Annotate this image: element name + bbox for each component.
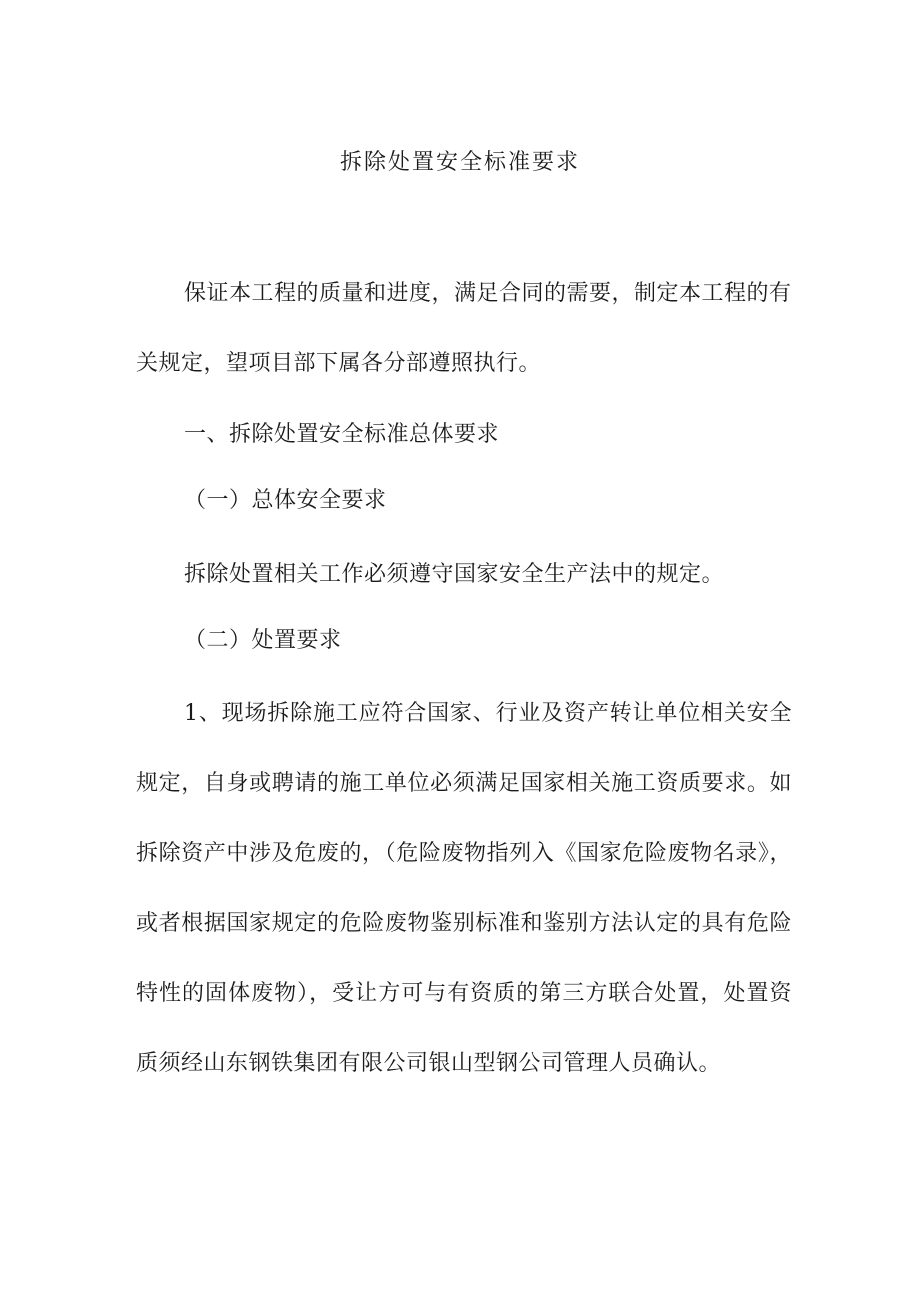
section-heading-1: 一、拆除处置安全标准总体要求 <box>184 422 500 447</box>
item-1-paragraph: 1、现场拆除施工应符合国家、行业及资产转让单位相关安全规定，自身或聘请的施工单位必须满足国家相关施工资质要求。如拆除资产中涉及危废的，（危险废物指列入《国家危险废物名录》，或者根据国家规定的危险废物鉴别标准和鉴别方法认定的具有危险特性的固体废物），受让方可与有资质的第三方联合处置，处置资质须经山东钢铁集团有限公司银山型钢公司管理人员确认。 <box>136 701 792 1076</box>
document-title: 拆除处置安全标准要求 <box>339 150 580 175</box>
subsection-heading-1: （一）总体安全要求 <box>184 488 387 513</box>
intro-paragraph: 保证本工程的质量和进度，满足合同的需要，制定本工程的有关规定，望项目部下属各分部遵照执行。 <box>136 281 792 376</box>
subsection-1-paragraph: 拆除处置相关工作必须遵守国家安全生产法中的规定。 <box>184 562 725 587</box>
subsection-heading-2: （二）处置要求 <box>184 628 342 653</box>
